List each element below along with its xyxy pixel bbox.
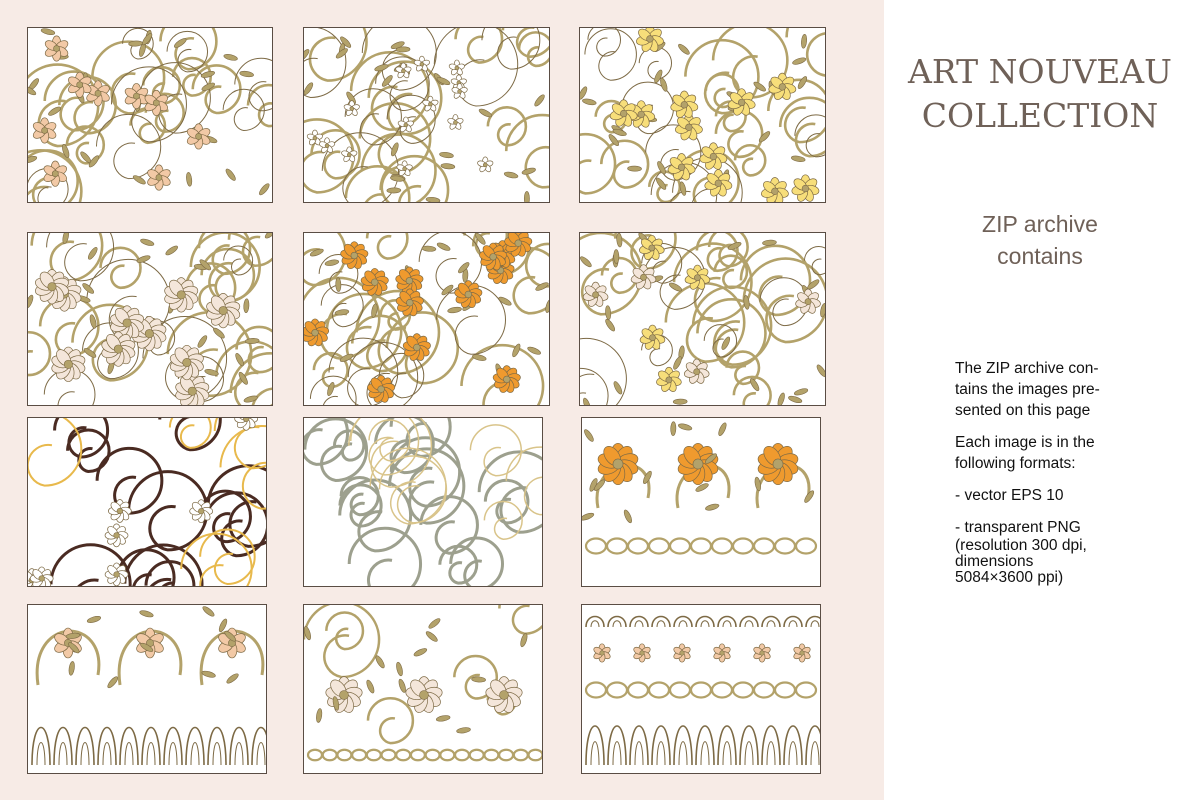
flower-motif [448,60,465,76]
pattern-illustration [28,418,266,586]
flower-motif [667,153,696,181]
format-png-line: (resolution 300 dpi, [955,537,1087,554]
flower-motif [673,644,692,662]
tile-dark-daisy-pattern [27,417,267,587]
flower-motif [105,524,128,547]
description-line: sented on this page [955,402,1091,419]
flower-motif [704,170,733,198]
flower-motif [325,677,363,715]
flower-motif [760,178,789,202]
tile-mixed-flower-pattern [579,232,826,406]
collection-title [900,50,1180,138]
pattern-illustration [580,233,825,405]
flower-motif [341,147,358,163]
pattern-illustration [582,418,820,586]
tile-yellow-flower-pattern [579,27,826,203]
format-png-line: - transparent PNG [955,519,1081,536]
pattern-illustration [304,233,549,405]
flower-motif [174,374,210,405]
flower-motif [795,289,822,315]
flower-motif [447,114,464,130]
flower-motif [343,101,360,117]
tile-cream-peony-pattern [27,232,273,406]
flower-motif [32,118,58,143]
flower-motif [670,91,699,119]
format-png-line: 5084×3600 ppi) [955,569,1064,586]
description-paragraph [955,358,1155,421]
tile-lily-vine-pattern [303,27,550,203]
flower-motif [793,644,812,662]
pattern-illustration [28,605,266,773]
flower-motif [169,345,205,380]
format-eps-line: - vector EPS 10 [955,487,1064,504]
format-png [955,517,1155,586]
flower-motif [713,644,732,662]
pattern-illustration [304,605,542,773]
zip-heading-line-1: ZIP archive [982,211,1098,237]
flower-motif [639,325,666,351]
flower-motif [753,644,772,662]
flower-motif [633,644,652,662]
flower-motif [105,563,128,586]
flower-motif [791,175,820,202]
tile-poppy-border [581,417,821,587]
formats-intro-line: following formats: [955,455,1076,472]
tile-peach-iris-pattern [27,27,273,203]
flower-motif [163,278,199,313]
pattern-illustration [304,418,542,586]
title-line-1: ART NOUVEAU [908,52,1172,91]
formats-intro-line: Each image is in the [955,434,1095,451]
flower-motif [454,281,483,309]
tile-orange-poppy-pattern [303,232,550,406]
pattern-illustration [580,28,825,202]
flower-motif [656,367,683,393]
flower-motif [477,157,494,173]
format-png-line: dimensions [955,553,1034,570]
tile-wheat-swirl-pattern [303,417,543,587]
zip-heading-line-2: contains [997,243,1083,269]
pattern-illustration [582,605,820,773]
flower-motif [146,165,172,190]
tile-multi-border [581,604,821,774]
flower-motif [683,359,710,385]
description-line: The ZIP archive con- [955,360,1099,377]
flower-motif [108,500,131,523]
flower-motif [42,161,68,186]
flower-motif [395,63,412,79]
tile-iris-border [27,604,267,774]
pattern-illustration [28,233,272,405]
tile-peony-border [303,604,543,774]
format-eps [955,485,1155,506]
flower-motif [190,500,213,523]
formats-intro [955,432,1155,474]
flower-motif [367,375,396,403]
zip-heading [960,208,1120,272]
flower-motif [699,143,728,171]
flower-motif [30,567,53,586]
pattern-illustration [28,28,272,202]
flower-motif [630,265,657,291]
pattern-illustration [304,28,549,202]
flower-motif [593,644,612,662]
title-line-2: COLLECTION [921,96,1159,135]
archive-description [955,358,1155,597]
flower-motif [485,677,523,715]
description-line: tains the images pre- [955,381,1100,398]
